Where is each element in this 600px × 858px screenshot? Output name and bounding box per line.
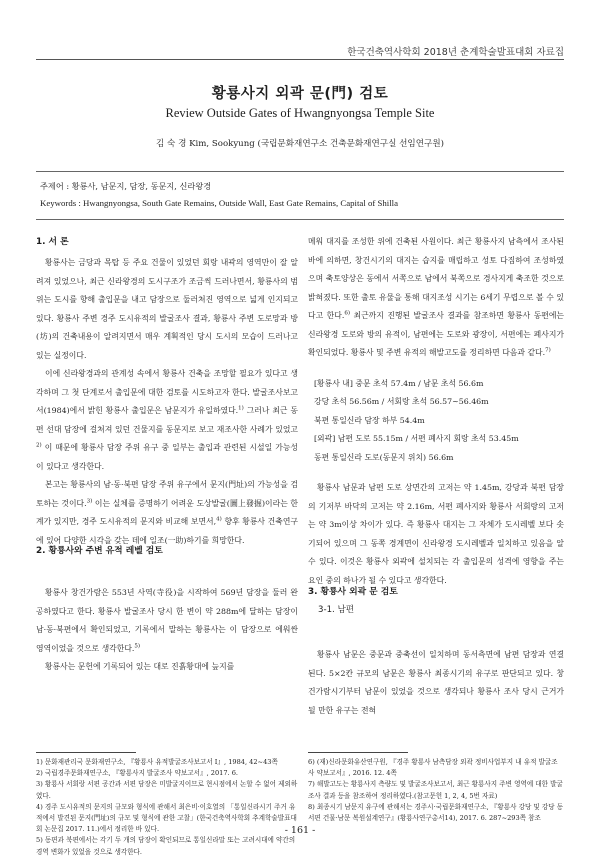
- paragraph: 황룡사 남문은 중문과 중축선이 일치하며 동서측면에 남편 담장과 연결된다. 5×2칸 규모의 남문은 황룡사 최종시기의 유구로 판단되고 있다. 창건가람시기부터 남문이 있었을 것으로 생각되나 황룡사 조사 당시 근거가 될 만한 유구는 전혀: [308, 650, 564, 715]
- text-run: 이는 실체를 증명하기 어려운 도상발굴(圖上發掘)이라는 한계가 있지만, 경주 도시유적의 문지와 비교해 보면서,: [36, 498, 298, 526]
- footnote: 3) 황룡사 서회랑 서편 공간과 서편 담장은 미발굴지이므로 현시점에서 논할 수 없어 제외하였다.: [36, 780, 298, 800]
- footnote: 6) (재)신라문화유산연구원, 『경주 황룡사 남측담장 외곽 정비사업부지 내 유적 발굴조사 약보고서』, 2016. 12. 4쪽: [308, 758, 558, 778]
- keywords-korean: 주제어 : 황룡사, 남문지, 담장, 동문지, 신라왕경: [40, 181, 212, 191]
- paragraph: [308, 233, 564, 363]
- footnote: 7) 해발고도는 황룡사지 측량도 및 발굴조사보고서, 최근 황룡사지 주변 영역에 대한 발굴조사 결과 등을 참조하여 정리하였다.(참고문헌 1, 2, 4, 5번 자료): [308, 780, 563, 800]
- footnote-ref: 2): [36, 442, 42, 449]
- paragraph: [36, 365, 298, 476]
- footnote: 5) 동편과 북편에서는 각기 두 개의 담장이 확인되므로 통일신라말 또는 고려시대에 약간의 경역 변화가 있었을 것으로 생각한다.: [36, 836, 296, 856]
- keywords-bottom-rule: [36, 219, 564, 220]
- elevation-item: [외곽] 남편 도로 55.15m / 서편 폐사지 회랑 초석 53.45m: [314, 434, 519, 443]
- running-header: 한국건축역사학회 2018년 춘계학술발표대회 자료집: [347, 47, 564, 58]
- title-english: Review Outside Gates of Hwangnyongsa Temple Site: [165, 106, 435, 120]
- elevation-item: [황룡사 내] 중문 초석 57.4m / 남문 초석 56.6m: [314, 378, 484, 388]
- elevation-item: 강당 초석 56.56m / 서회랑 초석 56.57~56.46m: [314, 397, 489, 406]
- footnote-rule: [36, 752, 136, 753]
- right-column: [308, 233, 564, 720]
- paragraph: 황룡사는 금당과 목탑 등 주요 건물이 있었던 회랑 내곽의 영역만이 잘 알려져 있었으나, 최근 신라왕경의 도시구조가 조금씩 드러나면서, 황룡사의 범위는 도시를 향해 출입문을 내고 담장으로 둘러쳐진 영역으로 넓게 인지되고 있다. 황룡사 주변 경주 도시유적의 발굴조사 결과, 황룡사 주변 도로망과 방(坊)의 건축내용이 알려지면서 매우 계획적인 당시 도시의 모습이 드러나고 있는 실정이다.: [36, 258, 298, 360]
- text-run: 그러나 최근 동편 선대 담장에 걸쳐져 있던 건물지를 동문지로 보고 재조사한 사례가 있었고: [36, 406, 298, 434]
- footnote: 2) 국립경주문화재연구소, 『황룡사지 발굴조사 약보고서』, 2017. 6.: [36, 769, 239, 778]
- paragraph: 황룡사는 문헌에 기록되어 있는 대로 진흙황대에 늪지를: [45, 662, 235, 671]
- left-column: [36, 254, 298, 677]
- footnote: 1) 문화재관리국 문화재연구소, 『황룡사 유적발굴조사보고서 I』, 1984, 42~43쪽: [36, 758, 278, 766]
- elevation-list: [314, 375, 564, 468]
- footnotes-left: [36, 757, 298, 858]
- paragraph: [36, 476, 298, 550]
- author-line: 김 숙 경 Kim, Sookyung (국립문화재연구소 건축문화재연구실 선임연구원): [156, 139, 444, 149]
- paragraph: 황룡사 남문과 남편 도로 상면간의 고저는 약 1.45m, 강당과 북편 담장의 기저부 바닥의 고저는 약 2.16m, 서편 폐사지와 황룡사 서회랑의 고저는 약 3m이상 차이가 있다. 즉 황룡사 대지는 그 자체가 도시레벨 보다 솟기되어 있으며 그 동쪽 경계면이 신라왕경 도시레벨과 일치하고 있음을 알 수 있다. 이것은 황룡사 외곽에 설치되는 각 출입문의 성격에 영향을 주는 요인 중의 하나가 될 수 있다고 생각한다.: [308, 483, 564, 585]
- text-run: 본고는 황룡사의 남·동·북편 담장 주위 유구에서 문지(門址)의 가능성을 검토하는 것이다.: [36, 480, 298, 508]
- keywords-top-rule: [36, 171, 564, 172]
- page-number: - 161 -: [284, 825, 316, 836]
- keywords-english: Keywords : Hwangnyongsa, South Gate Remains, Outside Wall, East Gate Remains, Capital of Shilla: [40, 198, 399, 208]
- text-run: 향후 황룡사 건축연구에 있어 다양한 시각을 갖는 데에 일조(一助)하기를 희망한다.: [36, 517, 298, 545]
- footnote-ref: 7): [545, 347, 551, 354]
- footnote-rule: [308, 752, 408, 753]
- footnote-ref: 1): [238, 405, 244, 412]
- section-heading-level-review: 2. 황룡사와 주변 유적 레벨 검토: [36, 546, 163, 556]
- elevation-item: 동편 통일신라 도로(동문지 위치) 56.6m: [314, 452, 454, 462]
- text-run: 황룡사 창건가람은 553년 사역(寺役)을 시작하여 569년 담장을 둘러 완공하였다고 한다. 황룡사 발굴조사 당시 한 변이 약 288m에 달하는 담장이 남·동·북편에서 확인되었고, 기록에서 말하는 황룡사는 이 담장으로 에워싼 영역이었을 것으로 생각한다.: [36, 588, 298, 653]
- text-run: 최근까지 진행된 발굴조사 결과를 참조하면 황룡사 동편에는 신라왕경 도로와 방의 유적이, 남편에는 도로와 광장이, 서편에는 폐사지가 확인되었다. 황룡사 및 주변 유적의 해발고도를 정리하면 다음과 같다.: [308, 311, 565, 357]
- paragraph: [36, 584, 298, 658]
- footnote-ref: 6): [344, 310, 350, 317]
- text-run: 메워 대지를 조성한 위에 건축된 사원이다. 최근 황룡사지 남측에서 조사된 바에 의하면, 창건시기의 대지는 습지를 매립하고 성토 다짐하여 조성하였으며 축토양상은 동에서 서쪽으로 남에서 북쪽으로 경사지게 축조한 것으로 밝혀졌다. 또한 출토 유물을 통해 대지조성 시기는 6세기 무렵으로 볼 수 있다고 한다.: [308, 237, 564, 320]
- header-rule: [36, 59, 564, 60]
- footnote: 8) 최종시기 남문지 유구에 관해서는 경주시·국립문화재연구소, 『황룡사 강당 및 강당 동서편 건물·남문 복원설계연구』(황룡사연구총서14), 2017. 6. 287~293쪽 참조: [308, 802, 564, 823]
- elevation-item: 북편 통일신라 담장 하부 54.4m: [314, 415, 425, 425]
- subsection-heading-south: 3-1. 남편: [318, 605, 355, 615]
- footnote-ref: 4): [216, 516, 222, 523]
- footnotes-right: [308, 757, 564, 824]
- footnote: 4) 경주 도시유적의 문지의 규모와 형식에 관해서 최은비·이호열의 「통일신라시기 주거 유적에서 발견된 문지(門址)의 규모 및 형식에 관한 고찰」(한국건축역사학회 추계학술발표대회 논문집 2017. 11.)에서 정리한 바 있다.: [36, 802, 297, 834]
- text-run: 이에 신라왕경과의 관계성 속에서 황룡사 건축을 조망할 필요가 있다고 생각하며 그 첫 단계로서 출입문에 대한 검토를 시도하고자 한다. 발굴조사보고서(1984)에서 밝힌 황룡사 출입문은 남문지가 유일하였다.: [36, 369, 298, 415]
- footnote-ref: 5): [134, 642, 141, 649]
- text-run: 이 때문에 황룡사 담장 주위 유구 중 일부는 출입과 관련된 시설일 가능성이 있다고 생각한다.: [36, 443, 298, 471]
- title-korean: 황룡사지 외곽 문(門) 검토: [211, 86, 389, 102]
- section-heading-outside-gates: 3. 황룡사 외곽 문 검토: [308, 587, 398, 597]
- section-heading-introduction: 1. 서 론: [36, 237, 69, 247]
- footnote-ref: 3): [86, 497, 93, 504]
